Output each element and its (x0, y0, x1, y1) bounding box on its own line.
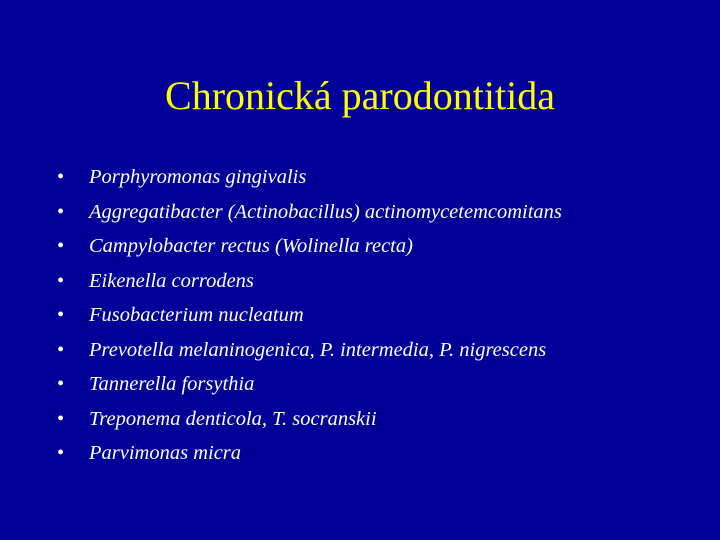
list-item (57, 232, 562, 267)
list-item (57, 439, 562, 474)
list-item (57, 163, 562, 198)
list-item-text: Aggregatibacter (Actinobacillus) actinomycetemcomitans (89, 200, 562, 223)
slide-title: Chronická parodontitida (165, 73, 555, 118)
list-item-text: Eikenella corrodens (89, 269, 254, 292)
list-item (57, 405, 562, 440)
list-item-text: Campylobacter rectus (Wolinella recta) (89, 235, 413, 257)
bullet-icon: • (57, 407, 65, 430)
bullet-icon: • (57, 338, 65, 361)
list-item (57, 336, 562, 371)
list-item-text: Treponema denticola, T. socranskii (89, 407, 377, 430)
list-item-text: Fusobacterium nucleatum (89, 304, 304, 326)
bullet-list (57, 163, 562, 474)
list-item (57, 267, 562, 302)
bullet-icon: • (57, 269, 65, 292)
bullet-icon: • (57, 304, 65, 326)
bullet-icon: • (57, 166, 65, 188)
bullet-icon: • (57, 200, 65, 223)
bullet-icon: • (57, 235, 65, 257)
bullet-icon: • (57, 442, 65, 464)
list-item (57, 370, 562, 405)
list-item-text: Porphyromonas gingivalis (89, 166, 307, 188)
list-item-text: Parvimonas micra (89, 442, 242, 464)
list-item-text: Tannerella forsythia (89, 373, 255, 395)
list-item (57, 301, 562, 336)
bullet-icon: • (57, 373, 65, 395)
list-item (57, 198, 562, 233)
list-item-text: Prevotella melaninogenica, P. intermedia, P. nigrescens (89, 338, 547, 361)
